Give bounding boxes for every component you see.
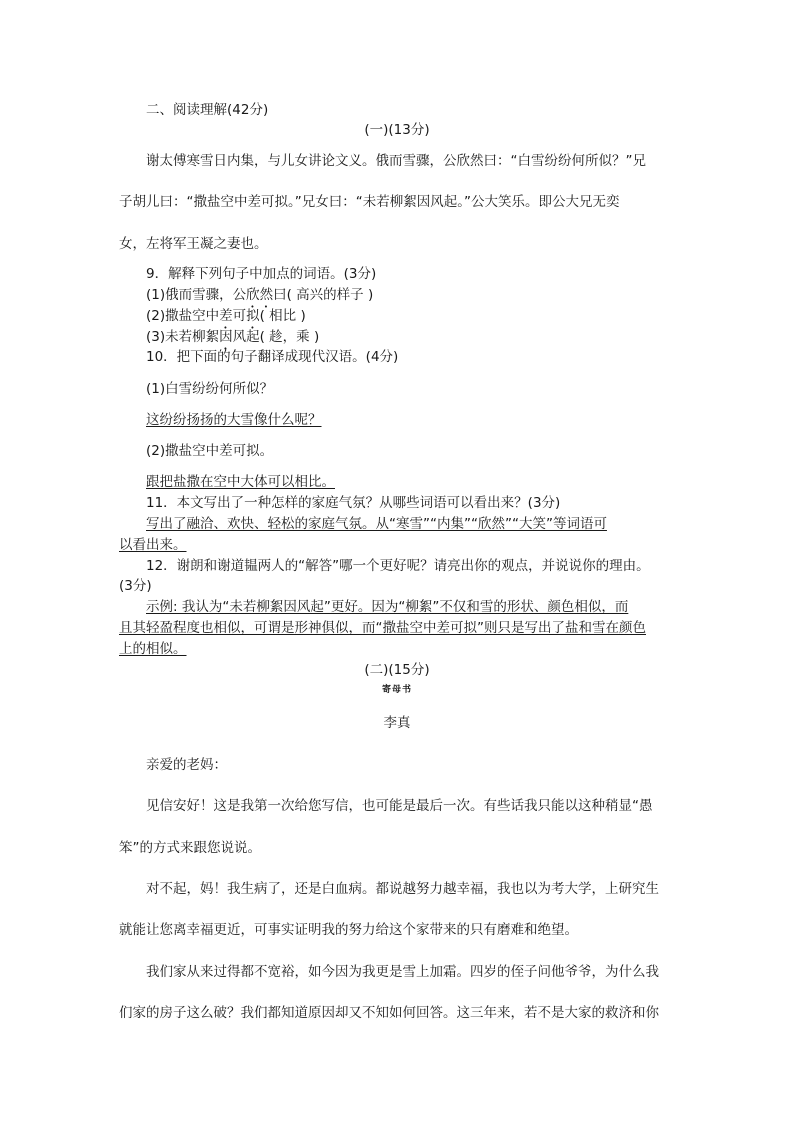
section-title: 二、阅读理解(42分) <box>146 102 269 118</box>
q11-answer-1: 写出了融洽、欢快、轻松的家庭气氛。从“寒雪”“内集”“欣然”“大笑”等词语可 <box>146 516 607 532</box>
q10-sentence-2: (2)撒盐空中差可拟。 <box>146 443 274 459</box>
q11-answer-2: 以看出来。 <box>119 537 187 553</box>
letter-line-3: 对不起，妈！我生病了，还是白血病。都说越努力越幸福，我也以为考大学，上研究生 <box>146 881 659 897</box>
part1-heading: (一)(13分) <box>364 122 430 138</box>
letter-line-4: 就能让您离幸福更近，可事实证明我的努力给这个家带来的只有磨难和绝望。 <box>119 922 578 938</box>
q10-answer-2: 跟把盐撒在空中大体可以相比。 <box>146 474 335 490</box>
letter-line-6: 们家的房子这么破？我们都知道原因却又不知如何回答。这三年来，若不是大家的救济和你 <box>119 1005 659 1021</box>
q12-answer-2: 且其轻盈程度也相似，可谓是形神俱似，而“撒盐空中差可拟”则只是写出了盐和雪在颜色 <box>119 620 646 636</box>
q10-answer-1: 这纷纷扬扬的大雪像什么呢？ <box>146 412 322 428</box>
q12-answer-3: 上的相似。 <box>119 641 187 657</box>
q9-item-3: (3)未若柳絮因风起( 趁，乘 ) <box>146 329 320 345</box>
q11-stem: 11．本文写出了一种怎样的家庭气氛？从哪些词语可以看出来？(3分) <box>146 495 561 511</box>
q10-sentence-1: (1)白雪纷纷何所似？ <box>146 381 274 397</box>
q9-stem: 9．解释下列句子中加点的词语。(3分) <box>146 266 377 282</box>
letter-line-1: 见信安好！这是我第一次给您写信，也可能是最后一次。有些话我只能以这种稍显“愚 <box>146 798 653 814</box>
letter-line-2: 笨”的方式来跟您说说。 <box>119 840 261 856</box>
part2-heading: (二)(15分) <box>364 662 430 678</box>
letter-line-5: 我们家从来过得都不宽裕，如今因为我更是雪上加霜。四岁的侄子问他爷爷，为什么我 <box>146 964 659 980</box>
passage-line-1: 谢太傅寒雪日内集，与儿女讲论文义。俄而雪骤，公欣然曰：“白雪纷纷何所似？”兄 <box>146 153 646 169</box>
q9-item-2: (2)撒盐空中差可拟( 相比 ) <box>146 308 306 324</box>
part2-title: 寄母书 <box>381 685 412 695</box>
passage-line-3: 女，左将军王凝之妻也。 <box>119 236 268 252</box>
q10-stem: 10．把下面的句子翻译成现代汉语。(4分) <box>146 349 399 365</box>
letter-salutation: 亲爱的老妈： <box>146 757 227 773</box>
q9-answer-3: ( 趁，乘 ) <box>259 329 320 345</box>
q12-answer-1: 示例: 我认为“未若柳絮因风起”更好。因为“柳絮”不仅和雪的形状、颜色相似，而 <box>146 599 629 615</box>
passage-line-2: 子胡儿曰：“撒盐空中差可拟。”兄女曰：“未若柳絮因风起。”公大笑乐。即公大兄无奕 <box>119 194 620 210</box>
q9-answer-1: ( 高兴的样子 ) <box>286 287 374 303</box>
q9-answer-2: ( 相比 ) <box>259 308 306 324</box>
q12-stem-2: (3分) <box>119 578 152 594</box>
q9-item-1: (1)俄而雪骤，公欣然曰( 高兴的样子 ) <box>146 287 374 303</box>
part2-author: 李真 <box>383 715 411 731</box>
q12-stem-1: 12．谢朗和谢道韫两人的“解答”哪一个更好呢？请亮出你的观点，并说说你的理由。 <box>146 558 650 574</box>
